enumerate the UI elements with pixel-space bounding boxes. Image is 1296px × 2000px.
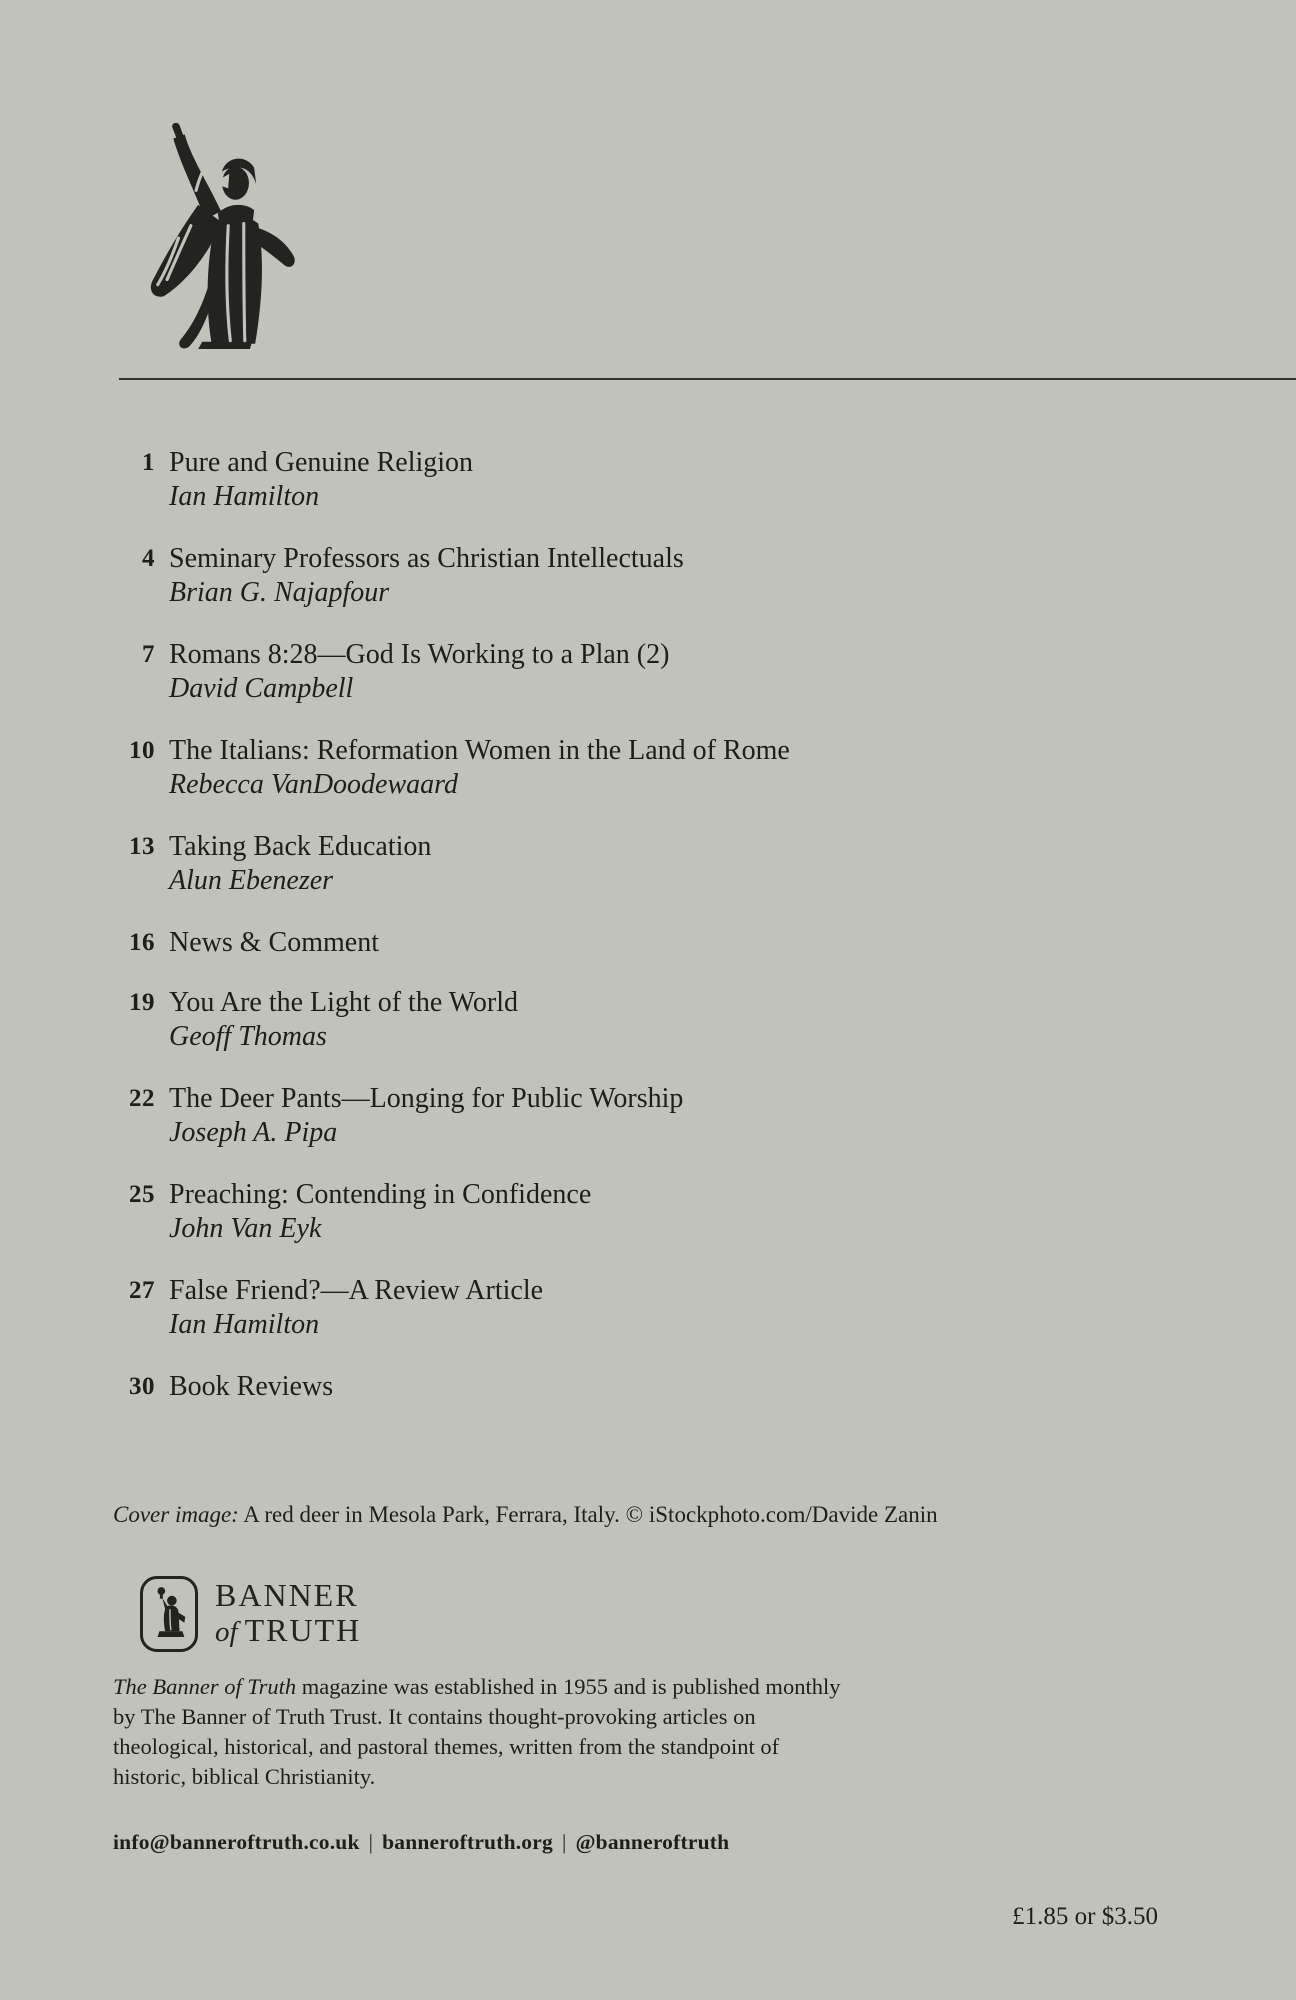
toc-title: Preaching: Contending in Confidence: [169, 1179, 592, 1210]
toc-entry: [113, 542, 1033, 610]
contact-line: [113, 1830, 729, 1855]
cover-image-label: Cover image:: [113, 1502, 239, 1527]
toc-page-number: 4: [142, 545, 155, 572]
contact-social: @banneroftruth: [575, 1829, 730, 1854]
toc-page-number: 19: [129, 989, 155, 1016]
toc-entry: [113, 1082, 1033, 1150]
toc-author: John Van Eyk: [169, 1213, 322, 1244]
toc-entry: [113, 830, 1033, 898]
toc-author: Ian Hamilton: [169, 1309, 320, 1340]
toc-author: Brian G. Najapfour: [169, 577, 390, 608]
toc-page-number: 25: [129, 1181, 155, 1208]
toc-entry: [113, 986, 1033, 1054]
cover-image-text: A red deer in Mesola Park, Ferrara, Italy. © iStockphoto.com/Davide Zanin: [238, 1502, 938, 1527]
toc-author: David Campbell: [169, 673, 354, 704]
toc-author: Rebecca VanDoodewaard: [169, 769, 458, 800]
contact-separator: |: [561, 1829, 567, 1854]
contact-separator: |: [368, 1829, 374, 1854]
toc-page-number: 7: [142, 641, 155, 668]
toc-entry: [113, 734, 1033, 802]
toc-title: The Deer Pants—Longing for Public Worship: [169, 1083, 684, 1114]
toc-entry: [113, 638, 1033, 706]
toc-page-number: 27: [129, 1277, 155, 1304]
toc-title: Book Reviews: [169, 1371, 334, 1402]
wordmark-line1: BANNER: [215, 1577, 359, 1613]
toc-entry: [113, 1178, 1033, 1246]
banner-of-truth-emblem-icon: [140, 1576, 198, 1652]
contact-website: banneroftruth.org: [382, 1829, 553, 1854]
preacher-figure-icon: [138, 122, 306, 350]
wordmark-truth: TRUTH: [244, 1612, 362, 1648]
about-line: The Banner of Truth magazine was established in 1955 and is published monthly: [113, 1674, 841, 1699]
table-of-contents: [113, 446, 1033, 1430]
about-paragraph: [113, 1672, 840, 1792]
toc-title: The Italians: Reformation Women in the Land of Rome: [169, 735, 790, 766]
toc-entry: [113, 446, 1033, 514]
about-line: by The Banner of Truth Trust. It contains thought-provoking articles on: [113, 1704, 756, 1729]
cover-image-credit: [113, 1501, 938, 1529]
toc-title: Pure and Genuine Religion: [169, 447, 474, 478]
toc-page-number: 22: [129, 1085, 155, 1112]
about-line: historic, biblical Christianity.: [113, 1764, 376, 1789]
magazine-title: The Banner of Truth: [113, 1674, 297, 1699]
toc-title: Romans 8:28—God Is Working to a Plan (2): [169, 639, 670, 670]
toc-entry: [113, 926, 1033, 960]
toc-title: Seminary Professors as Christian Intellectuals: [169, 543, 684, 574]
toc-title: Taking Back Education: [169, 831, 432, 862]
toc-title: You Are the Light of the World: [169, 987, 519, 1018]
toc-title: News & Comment: [169, 927, 379, 958]
toc-page-number: 30: [129, 1373, 155, 1400]
toc-entry: [113, 1370, 1033, 1404]
toc-author: Ian Hamilton: [169, 481, 320, 512]
publisher-logo: [140, 1576, 361, 1652]
masthead-divider: [119, 378, 1296, 380]
wordmark-line2: [215, 1613, 361, 1650]
toc-entry: [113, 1274, 1033, 1342]
contact-email: info@banneroftruth.co.uk: [113, 1829, 360, 1854]
price: £1.85 or $3.50: [1012, 1903, 1158, 1930]
toc-title: False Friend?—A Review Article: [169, 1275, 544, 1306]
toc-page-number: 13: [129, 833, 155, 860]
publisher-wordmark: [215, 1578, 361, 1650]
toc-page-number: 16: [129, 929, 155, 956]
about-line: theological, historical, and pastoral themes, written from the standpoint of: [113, 1734, 780, 1759]
toc-page-number: 10: [129, 737, 155, 764]
toc-author: Alun Ebenezer: [169, 865, 334, 896]
toc-author: Geoff Thomas: [169, 1021, 327, 1052]
toc-page-number: 1: [142, 449, 155, 476]
toc-author: Joseph A. Pipa: [169, 1117, 338, 1148]
wordmark-of: of: [215, 1616, 238, 1648]
